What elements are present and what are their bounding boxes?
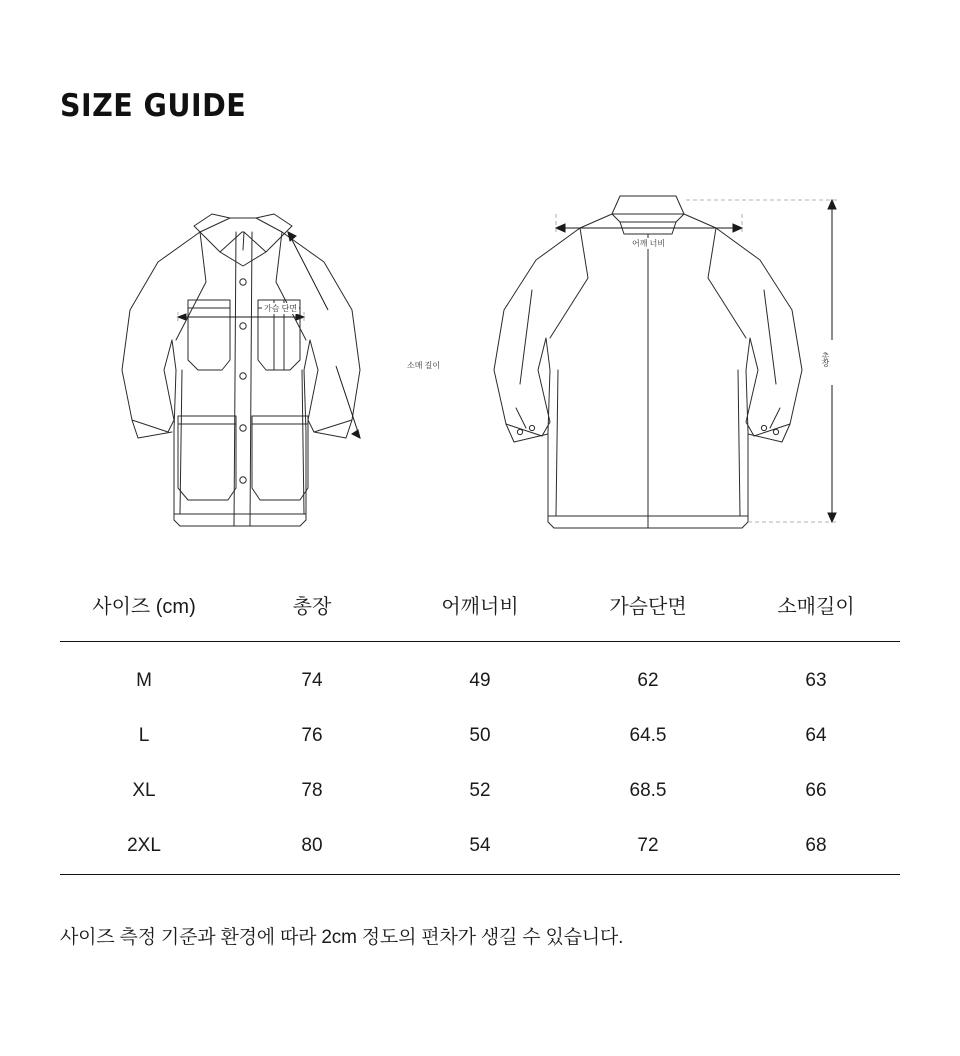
size-table-head	[60, 578, 900, 642]
column-header-chest: 가슴단면	[609, 596, 687, 618]
cell-shoulder: 50	[469, 725, 491, 746]
cell-sleeve: 66	[805, 780, 827, 801]
size-table-wrap	[60, 578, 900, 875]
back-shoulder-label: 어깨 너비	[632, 239, 666, 248]
cell-shoulder: 54	[469, 835, 491, 856]
table-row	[60, 764, 900, 819]
front-chest-label: 가슴 단면	[264, 304, 298, 313]
cell-chest: 68.5	[629, 780, 667, 801]
column-header-size: 사이즈 (cm)	[92, 596, 196, 618]
front-sleeve-label: 소매 길이	[407, 361, 441, 370]
table-row	[60, 709, 900, 764]
cell-chest: 72	[637, 835, 659, 856]
illustration-area	[0, 170, 960, 560]
cell-sleeve: 68	[805, 835, 827, 856]
back-length-label: 총장	[821, 352, 830, 366]
page-title: SIZE GUIDE	[60, 88, 247, 124]
table-row	[60, 642, 900, 710]
cell-length: 76	[301, 725, 323, 746]
column-header-shoulder: 어깨너비	[441, 596, 519, 618]
column-header-sleeve: 소매길이	[777, 596, 855, 618]
cell-length: 74	[301, 670, 323, 691]
table-header-row	[60, 578, 900, 642]
cell-size: L	[138, 725, 150, 746]
jacket-front-illustration	[60, 170, 480, 560]
size-table	[60, 578, 900, 875]
cell-sleeve: 64	[805, 725, 827, 746]
cell-shoulder: 49	[469, 670, 491, 691]
cell-size: M	[136, 670, 152, 691]
cell-length: 78	[301, 780, 323, 801]
table-row	[60, 819, 900, 875]
jacket-back-illustration	[480, 170, 900, 560]
cell-size: XL	[132, 780, 156, 801]
cell-size: 2XL	[127, 835, 161, 856]
cell-chest: 64.5	[629, 725, 667, 746]
measurement-disclaimer: 사이즈 측정 기준과 환경에 따라 2cm 정도의 편차가 생길 수 있습니다.	[60, 927, 624, 948]
size-table-body	[60, 642, 900, 875]
cell-chest: 62	[637, 670, 659, 691]
cell-length: 80	[301, 835, 323, 856]
cell-sleeve: 63	[805, 670, 827, 691]
column-header-length: 총장	[292, 596, 332, 618]
jacket-back-svg	[480, 170, 900, 560]
cell-shoulder: 52	[469, 780, 491, 801]
